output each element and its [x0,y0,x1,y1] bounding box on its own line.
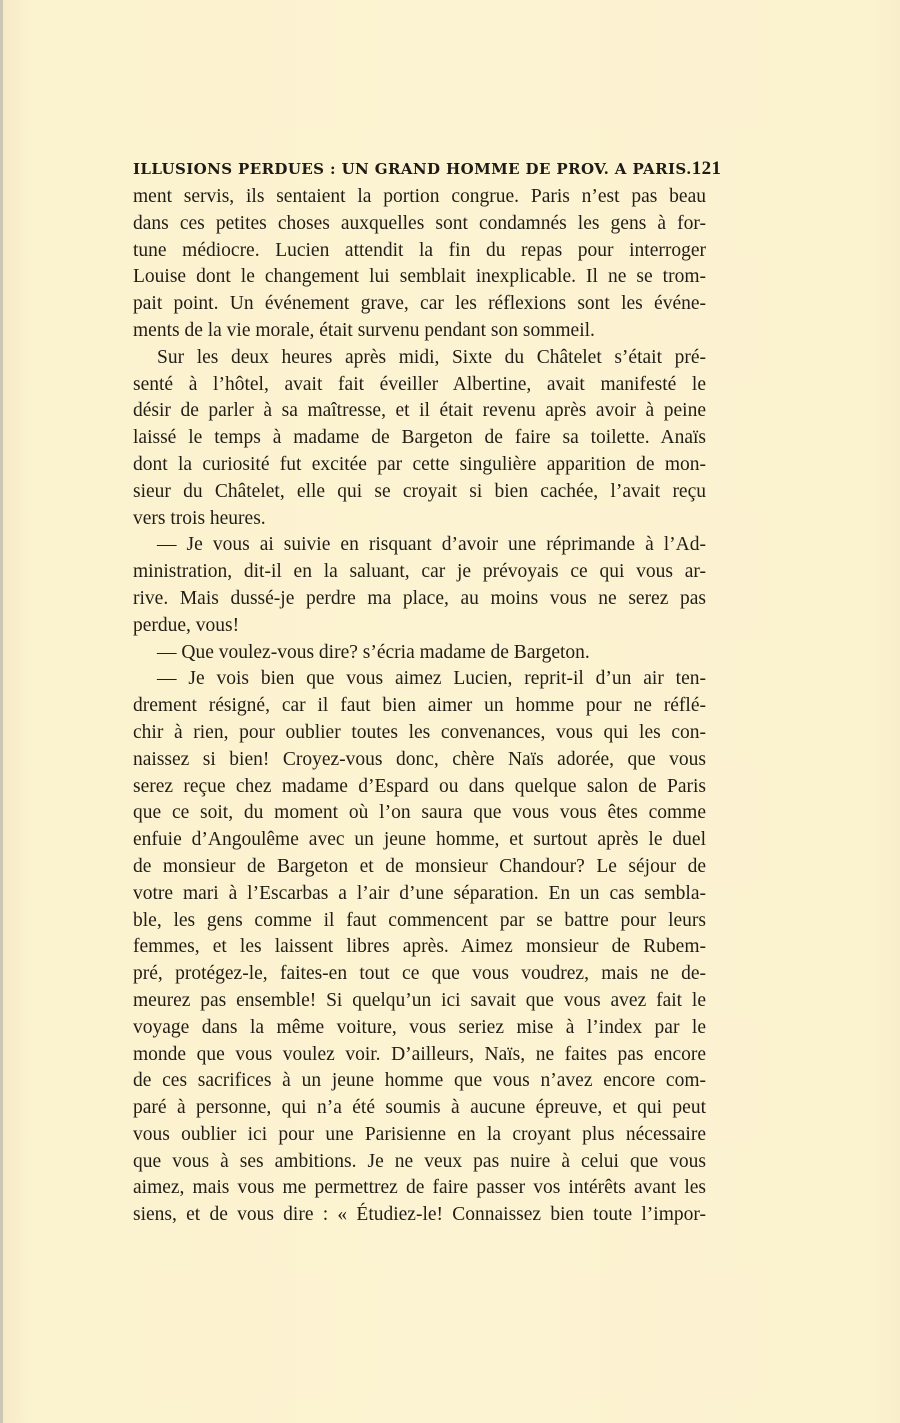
text-line: ministration, dit-il en la saluant, car je prévoyais ce qui vous ar- [133,561,706,583]
text-line: voyage dans la même voiture, vous seriez mise à l’index par le [133,1016,706,1038]
text-line: vous oublier ici pour une Parisienne en la croyant plus nécessaire [133,1123,706,1145]
text-line: femmes, et les laissent libres après. Aimez monsieur de Rubem- [133,936,706,958]
text-line: de ces sacrifices à un jeune homme que vous n’avez encore com- [133,1070,706,1092]
text-line: — Je vous ai suivie en risquant d’avoir une réprimande à l’Ad- [157,534,706,556]
text-line: ble, les gens comme il faut commencent par se battre pour leurs [133,909,706,931]
text-line: ment servis, ils sentaient la portion congrue. Paris n’est pas beau [133,186,706,207]
text-line: monde que vous voulez voir. D’ailleurs, Naïs, ne faites pas encore [133,1043,706,1065]
text-line: pait point. Un événement grave, car les réflexions sont les événe- [133,293,706,315]
text-line: de monsieur de Bargeton et de monsieur Chandour? Le séjour de [133,855,706,877]
body-text [133,184,706,1229]
text-line: rive. Mais dussé-je perdre ma place, au moins vous ne serez pas [133,587,706,609]
text-line: drement résigné, car il faut bien aimer un homme pour ne réflé- [133,695,706,717]
text-line: dans ces petites choses auxquelles sont condamnés les gens à for- [133,212,706,234]
text-line: paré à personne, qui n’a été soumis à aucune épreuve, et qui peut [133,1097,706,1119]
text-line: naissez si bien! Croyez-vous donc, chère Naïs adorée, que vous [133,748,706,770]
text-line: dont la curiosité fut excitée par cette singulière apparition de mon- [133,453,706,475]
running-header [133,158,722,180]
text-line: votre mari à l’Escarbas a l’air d’une séparation. En un cas sembla- [133,882,706,904]
page-number: 121 [691,158,722,179]
text-line: chir à rien, pour oublier toutes les convenances, vous qui les con- [133,721,706,743]
text-line: — Que voulez-vous dire? s’écria madame de Bargeton. [157,641,590,663]
text-line: tune médiocre. Lucien attendit la fin du repas pour interroger [133,239,706,261]
text-line: perdue, vous! [133,614,240,636]
text-line: ments de la vie morale, était survenu pendant son sommeil. [133,319,595,341]
text-line: que ce soit, du moment où l’on saura que vous vous êtes comme [133,802,706,824]
text-line: Sur les deux heures après midi, Sixte du Châtelet s’était pré- [157,346,706,368]
text-line: vers trois heures. [133,507,266,529]
running-title: ILLUSIONS PERDUES : UN GRAND HOMME DE PROV. A PARIS. [133,160,692,178]
text-line: senté à l’hôtel, avait fait éveiller Albertine, avait manifesté le [133,373,706,395]
text-line: Louise dont le changement lui semblait inexplicable. Il ne se trom- [133,266,706,288]
text-line: — Je vois bien que vous aimez Lucien, reprit-il d’un air ten- [157,668,706,690]
page-edge [0,0,3,1423]
text-line: serez reçue chez madame d’Espard ou dans quelque salon de Paris [133,775,706,797]
text-line: sieur du Châtelet, elle qui se croyait si bien cachée, l’avait reçu [133,480,706,502]
text-line: pré, protégez-le, faites-en tout ce que vous voudrez, mais ne de- [133,963,706,985]
text-line: désir de parler à sa maîtresse, et il était revenu après avoir à peine [133,400,706,422]
text-line: meurez pas ensemble! Si quelqu’un ici savait que vous avez fait le [133,989,706,1011]
text-line: laissé le temps à madame de Bargeton de faire sa toilette. Anaïs [133,427,706,449]
text-line: enfuie d’Angoulême avec un jeune homme, et surtout après le duel [133,829,706,851]
text-line: siens, et de vous dire : « Étudiez-le! Connaissez bien toute l’impor- [133,1204,706,1226]
text-line: que vous à ses ambitions. Je ne veux pas nuire à celui que vous [133,1150,706,1172]
text-line: aimez, mais vous me permettrez de faire passer vos intérêts avant les [133,1177,706,1199]
